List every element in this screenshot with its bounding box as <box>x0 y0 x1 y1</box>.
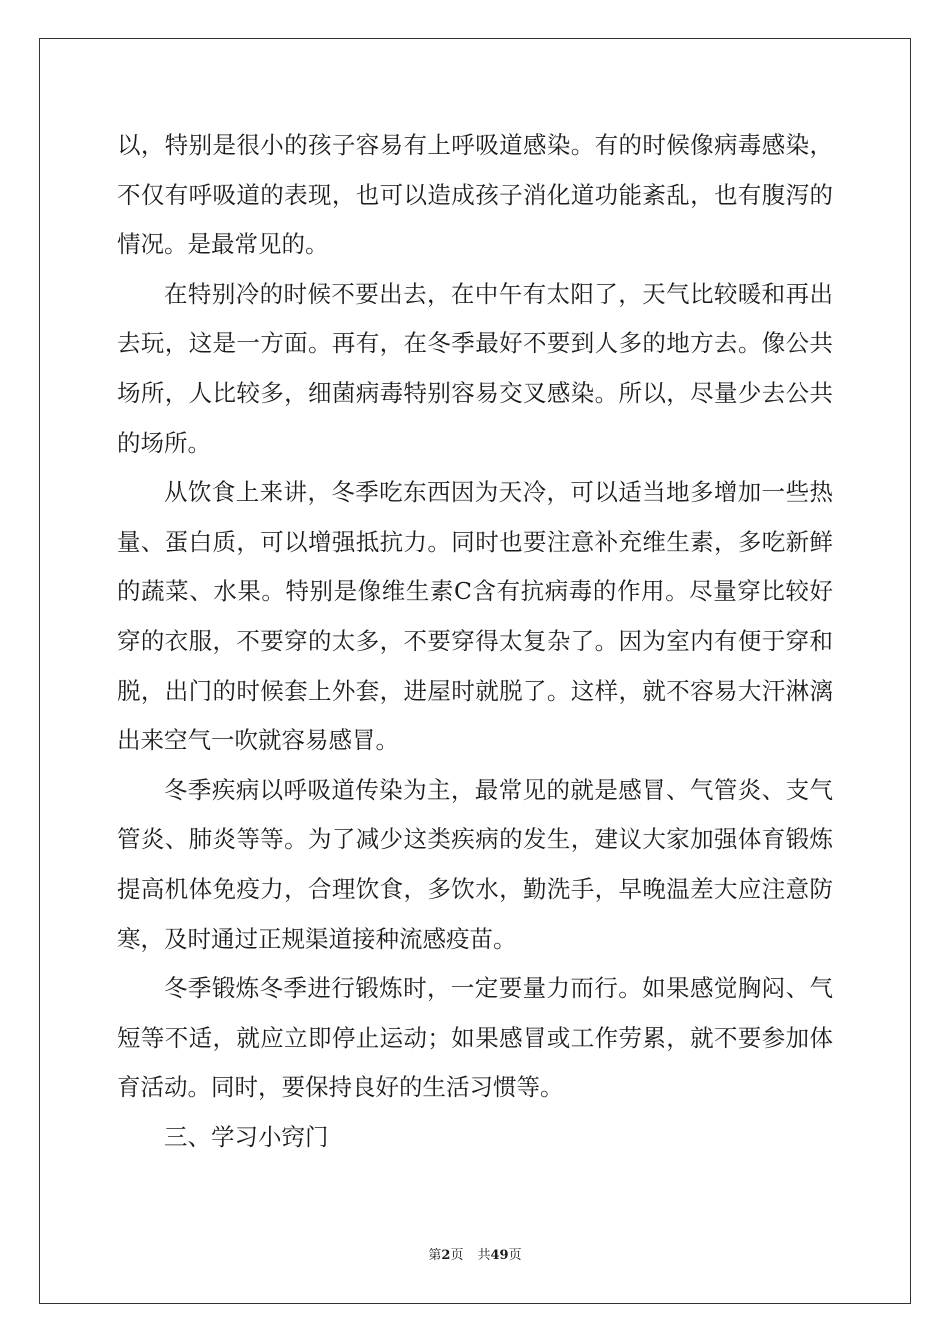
page-footer <box>0 1244 950 1263</box>
total-page-count: 49 <box>490 1248 509 1263</box>
section-heading-study-tips: 三、学习小窍门 <box>164 1122 329 1151</box>
total-prefix: 共 <box>477 1248 491 1263</box>
current-page-number: 2 <box>441 1248 451 1263</box>
page-suffix: 页 <box>450 1248 464 1263</box>
paragraph-continued: 以，特别是很小的孩子容易有上呼吸道感染。有的时候像病毒感染，不仅有呼吸道的表现，也可以造成孩子消化道功能紊乱，也有腹泻的情况。是最常见的。 <box>117 131 833 259</box>
document-body <box>117 121 833 1162</box>
paragraph-diet-clothing: 从饮食上来讲，冬季吃东西因为天冷，可以适当地多增加一些热量、蛋白质，可以增强抵抗力。同时也要注意补充维生素，多吃新鲜的蔬菜、水果。特别是像维生素C含有抗病毒的作用。尽量穿比较好穿的衣服，不要穿的太多，不要穿得太复杂了。因为室内有便于穿和脱，出门的时候套上外套，进屋时就脱了。这样，就不容易大汗淋漓出来空气一吹就容易感冒。 <box>117 478 833 755</box>
total-suffix: 页 <box>508 1248 522 1263</box>
paragraph-respiratory-disease: 冬季疾病以呼吸道传染为主，最常见的就是感冒、气管炎、支气管炎、肺炎等等。为了减少这类疾病的发生，建议大家加强体育锻炼提高机体免疫力，合理饮食，多饮水，勤洗手，早晚温差大应注意防寒，及时通过正规渠道接种流感疫苗。 <box>117 775 833 953</box>
page-prefix: 第 <box>428 1248 442 1263</box>
paragraph-winter-exercise: 冬季锻炼冬季进行锻炼时，一定要量力而行。如果感觉胸闷、气短等不适，就应立即停止运动；如果感冒或工作劳累，就不要参加体育活动。同时，要保持良好的生活习惯等。 <box>117 974 833 1102</box>
paragraph-going-out: 在特别冷的时候不要出去，在中午有太阳了，天气比较暖和再出去玩，这是一方面。再有，在冬季最好不要到人多的地方去。像公共场所，人比较多，细菌病毒特别容易交叉感染。所以，尽量少去公共的场所。 <box>117 279 833 457</box>
